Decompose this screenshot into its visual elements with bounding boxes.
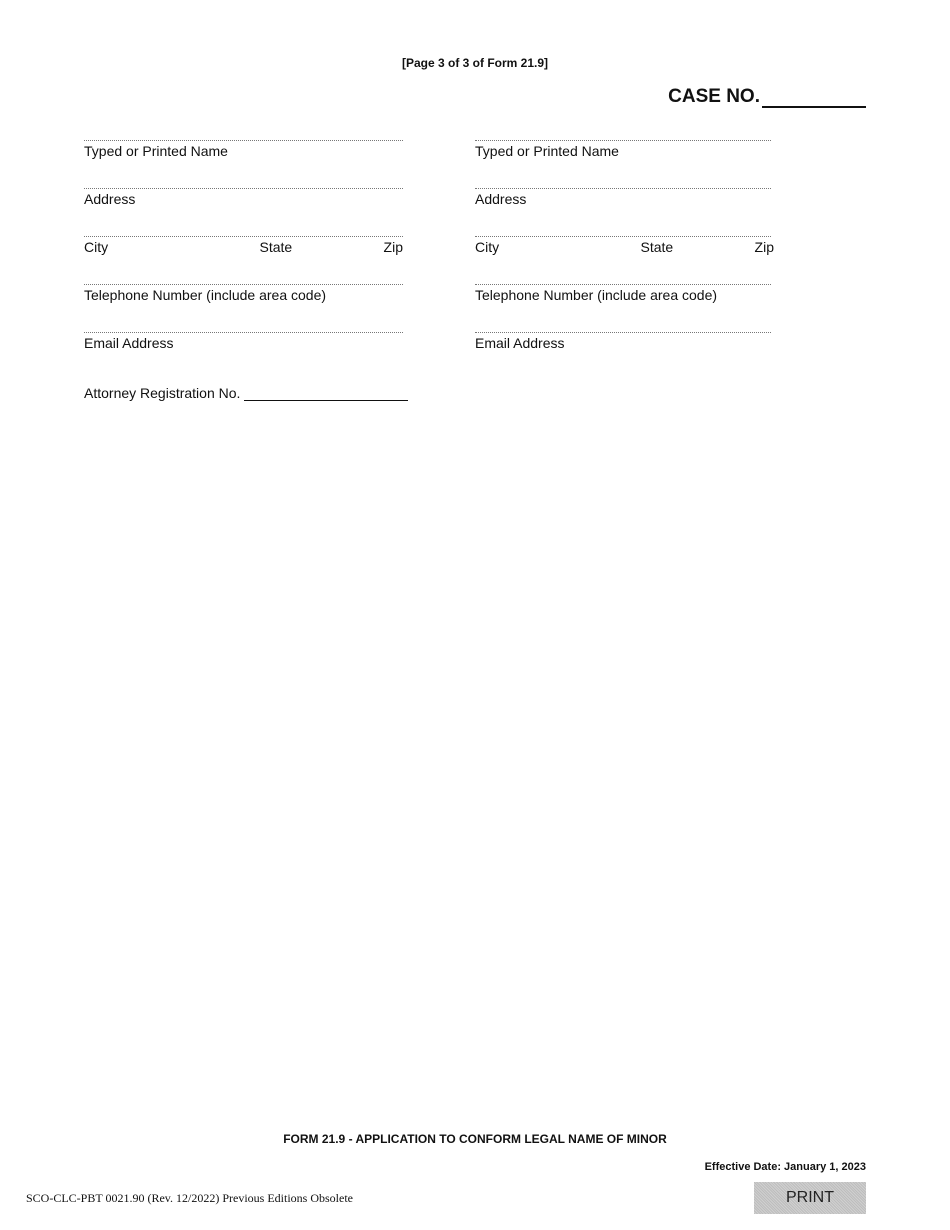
signature-line [84, 140, 403, 141]
city-label: City [475, 239, 500, 255]
left-email-field[interactable] [84, 332, 403, 351]
form-title: FORM 21.9 - APPLICATION TO CONFORM LEGAL NAME OF MINOR [283, 1132, 667, 1146]
email-label: Email Address [84, 335, 174, 351]
signature-line [84, 332, 403, 333]
case-number [668, 86, 866, 108]
signature-line [84, 236, 403, 237]
zip-label: Zip [754, 239, 774, 255]
left-address-field[interactable] [84, 188, 403, 207]
state-label: State [640, 239, 674, 255]
effective-date: Effective Date: January 1, 2023 [704, 1161, 866, 1173]
address-label: Address [84, 191, 136, 207]
case-number-label: CASE NO. [668, 86, 760, 107]
page-indicator: [Page 3 of 3 of Form 21.9] [401, 56, 549, 70]
revision-info: SCO-CLC-PBT 0021.90 (Rev. 12/2022) Previous Editions Obsolete [26, 1191, 353, 1205]
right-email-field[interactable] [475, 332, 771, 351]
state-label: State [259, 239, 293, 255]
phone-label: Telephone Number (include area code) [475, 287, 718, 303]
signature-line [84, 188, 403, 189]
signature-line [475, 236, 771, 237]
left-phone-field[interactable] [84, 284, 403, 303]
right-city-state-zip-field[interactable] [475, 236, 774, 255]
zip-label: Zip [383, 239, 403, 255]
signature-line [475, 188, 771, 189]
phone-label: Telephone Number (include area code) [84, 287, 327, 303]
signature-line [475, 332, 771, 333]
city-label: City [84, 239, 109, 255]
name-label: Typed or Printed Name [84, 143, 228, 159]
address-label: Address [475, 191, 527, 207]
attorney-registration [84, 385, 408, 401]
left-name-field[interactable] [84, 140, 403, 159]
name-label: Typed or Printed Name [475, 143, 619, 159]
right-address-field[interactable] [475, 188, 771, 207]
left-city-state-zip-field[interactable] [84, 236, 403, 255]
signature-line [475, 284, 771, 285]
right-name-field[interactable] [475, 140, 771, 159]
print-button[interactable]: PRINT [754, 1182, 866, 1214]
attorney-registration-label: Attorney Registration No. [84, 385, 241, 401]
attorney-registration-field[interactable] [244, 386, 408, 401]
right-phone-field[interactable] [475, 284, 771, 303]
signature-line [84, 284, 403, 285]
email-label: Email Address [475, 335, 565, 351]
case-number-field[interactable] [762, 88, 866, 108]
signature-line [475, 140, 771, 141]
